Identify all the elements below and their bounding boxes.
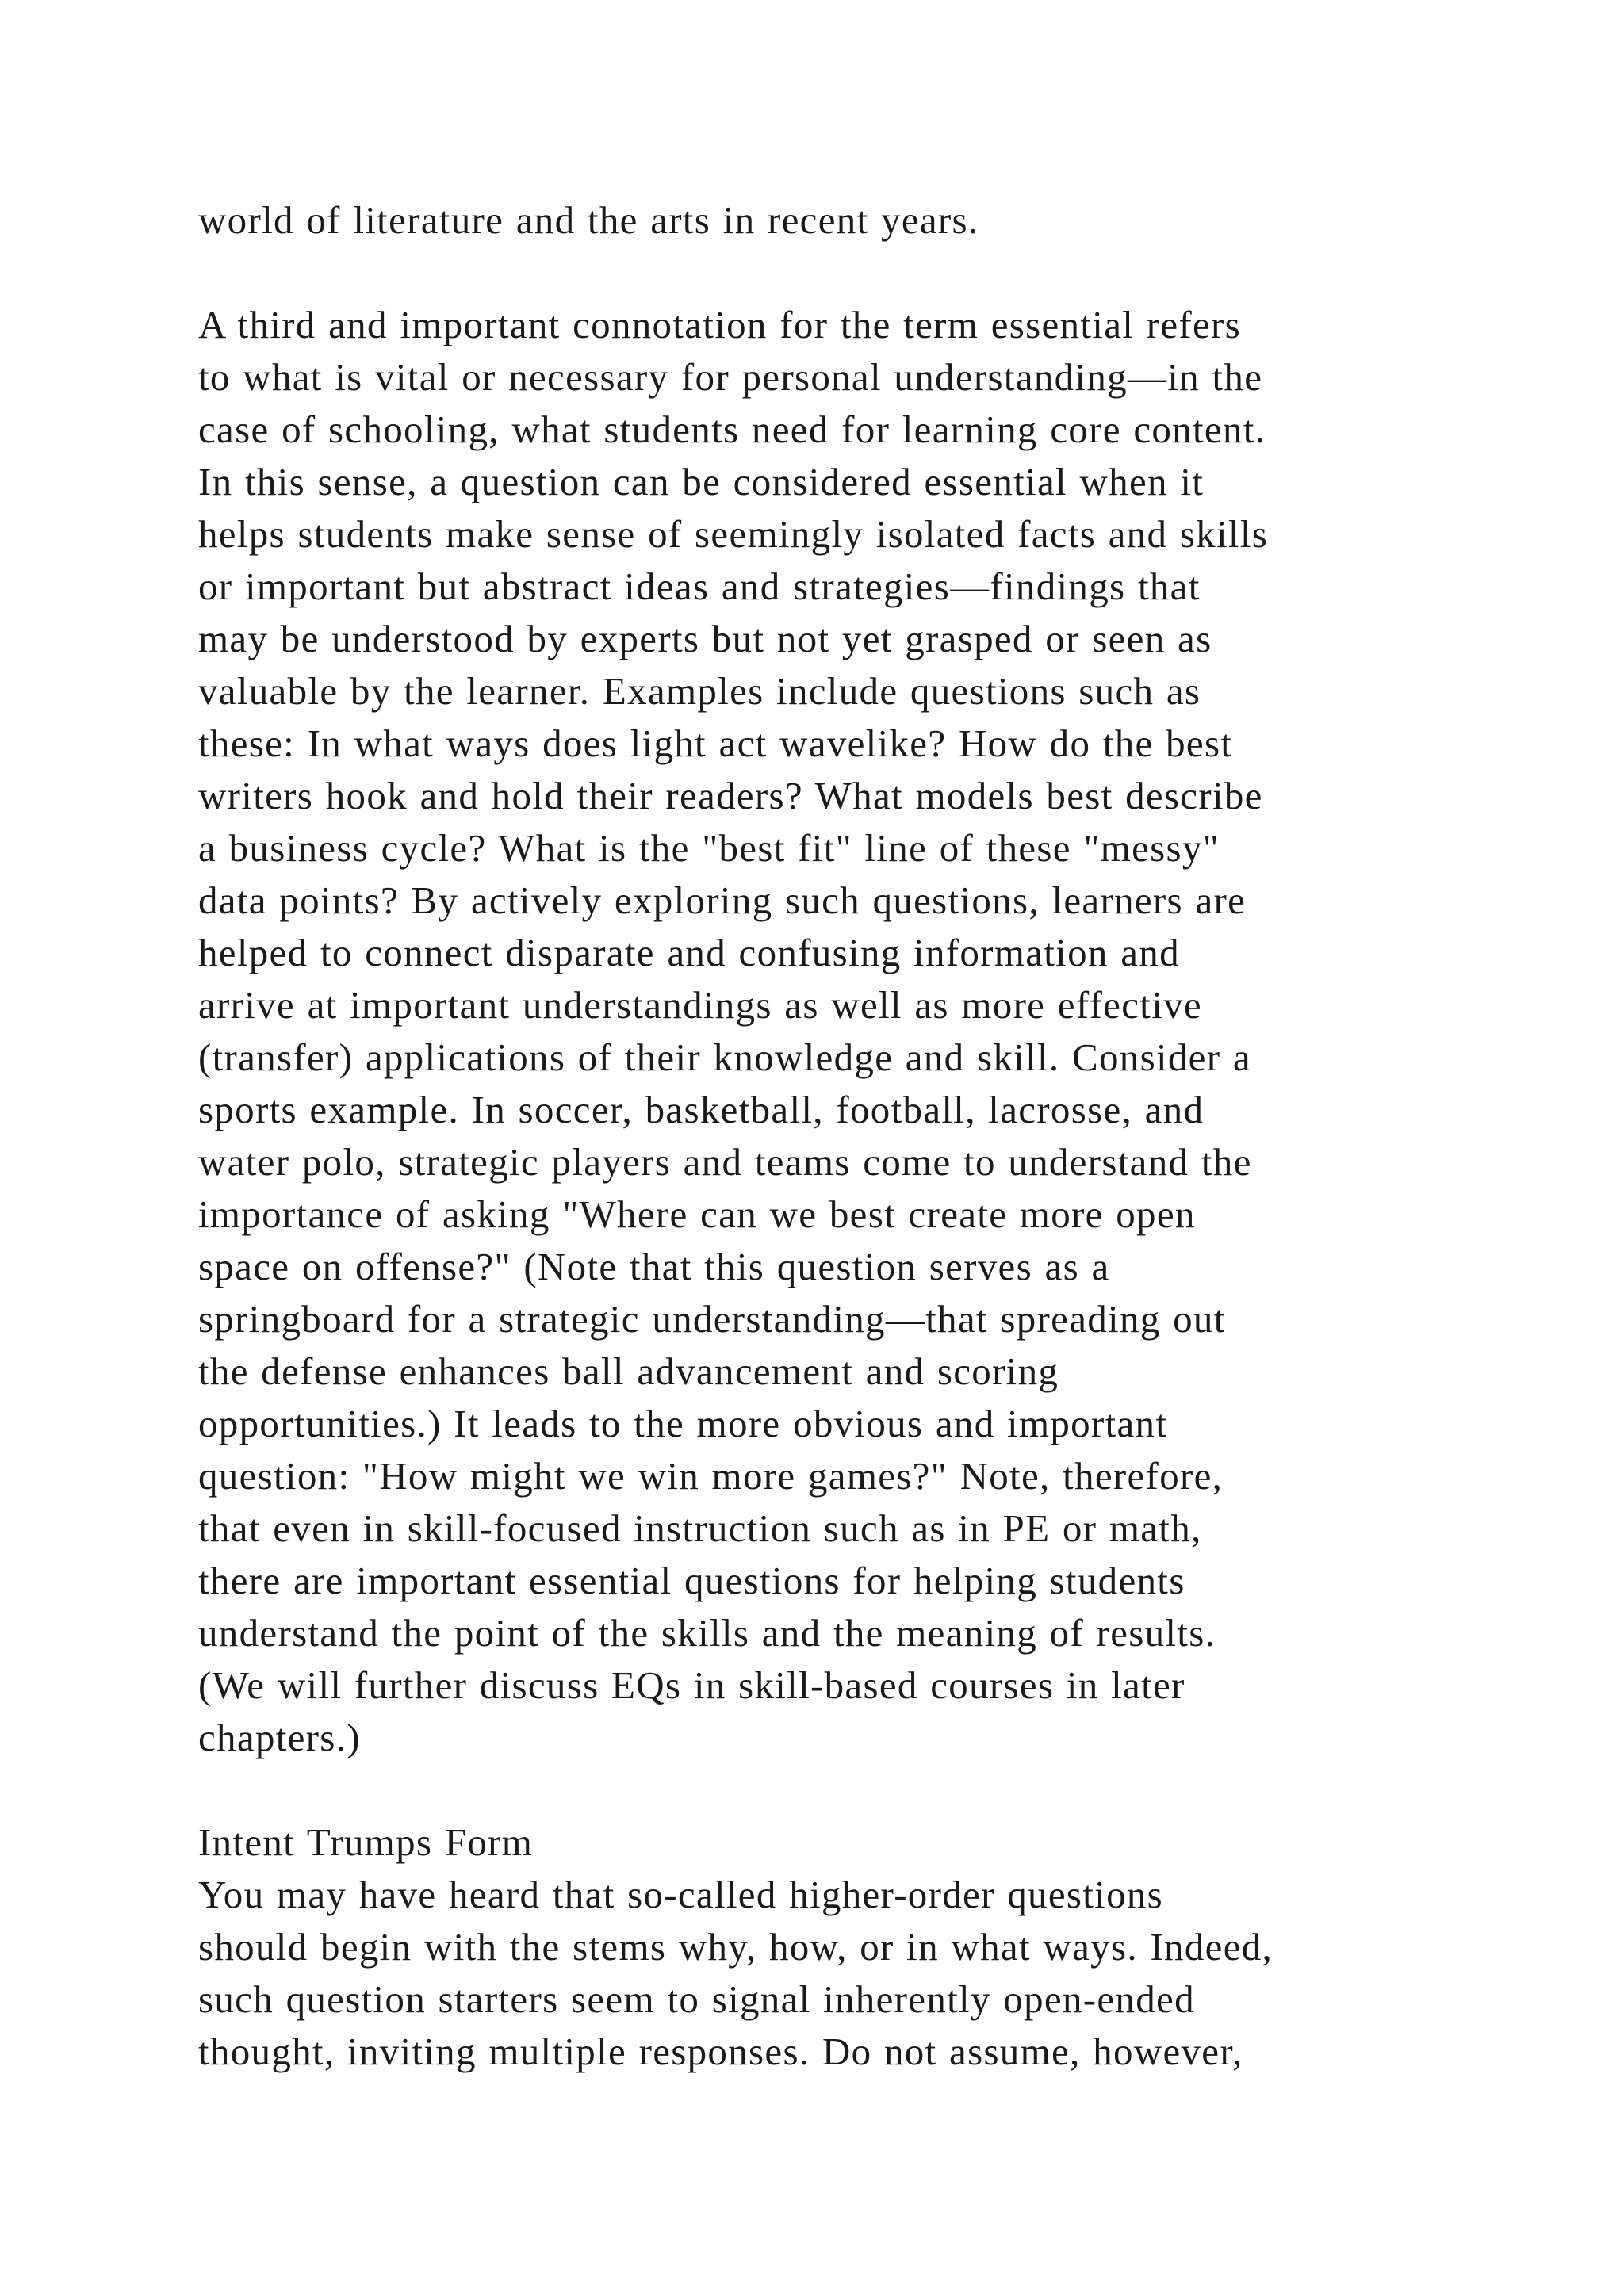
paragraph-intent-trumps-form (198, 1869, 1435, 2078)
text-line: (transfer) applications of their knowledge and skill. Consider a (198, 1035, 1251, 1079)
text-line: these: In what ways does light act wavelike? How do the best (198, 721, 1233, 765)
text-line: You may have heard that so-called higher-order questions (198, 1873, 1164, 1916)
text-line: world of literature and the arts in recent years. (198, 198, 979, 242)
text-line: such question starters seem to signal inherently open-ended (198, 1977, 1195, 2021)
text-line: A third and important connotation for the term essential refers (198, 303, 1242, 346)
text-line: data points? By actively exploring such questions, learners are (198, 878, 1247, 922)
text-line: helped to connect disparate and confusing information and (198, 931, 1180, 974)
text-line: writers hook and hold their readers? What models best describe (198, 774, 1263, 817)
text-line: case of schooling, what students need for learning core content. (198, 408, 1266, 451)
text-line: helps students make sense of seemingly isolated facts and skills (198, 512, 1269, 556)
text-line: space on offense?" (Note that this question serves as a (198, 1245, 1110, 1288)
text-line: springboard for a strategic understanding—that spreading out (198, 1297, 1226, 1341)
text-line: chapters.) (198, 1716, 361, 1759)
text-line: to what is vital or necessary for personal understanding—in the (198, 355, 1263, 399)
text-line: that even in skill-focused instruction such as in PE or math, (198, 1506, 1202, 1550)
text-line: (We will further discuss EQs in skill-based courses in later (198, 1663, 1185, 1707)
document-page (198, 194, 1435, 2078)
text-line: water polo, strategic players and teams come to understand the (198, 1140, 1252, 1184)
text-line: opportunities.) It leads to the more obvious and important (198, 1402, 1168, 1445)
text-line: arrive at important understandings as well as more effective (198, 983, 1202, 1027)
text-line: the defense enhances ball advancement and scoring (198, 1349, 1059, 1393)
paragraph-continuation (198, 194, 1435, 247)
paragraph-spacer (198, 1764, 1435, 1816)
text-line: should begin with the stems why, how, or in what ways. Indeed, (198, 1925, 1274, 1969)
text-line: or important but abstract ideas and strategies—findings that (198, 564, 1201, 608)
text-line: a business cycle? What is the "best fit" line of these "messy" (198, 826, 1220, 870)
paragraph-spacer (198, 247, 1435, 299)
text-line: understand the point of the skills and the meaning of results. (198, 1611, 1216, 1655)
paragraph-essential-connotation (198, 299, 1435, 1764)
text-line: valuable by the learner. Examples include questions such as (198, 669, 1201, 713)
text-line: may be understood by experts but not yet grasped or seen as (198, 617, 1212, 660)
text-line: importance of asking "Where can we best create more open (198, 1192, 1196, 1236)
text-line: there are important essential questions for helping students (198, 1559, 1185, 1602)
text-line: question: "How might we win more games?" Note, therefore, (198, 1454, 1224, 1498)
text-line: thought, inviting multiple responses. Do not assume, however, (198, 2030, 1243, 2073)
text-line: In this sense, a question can be considered essential when it (198, 460, 1205, 503)
text-line: sports example. In soccer, basketball, football, lacrosse, and (198, 1088, 1205, 1131)
section-heading: Intent Trumps Form (198, 1820, 534, 1864)
